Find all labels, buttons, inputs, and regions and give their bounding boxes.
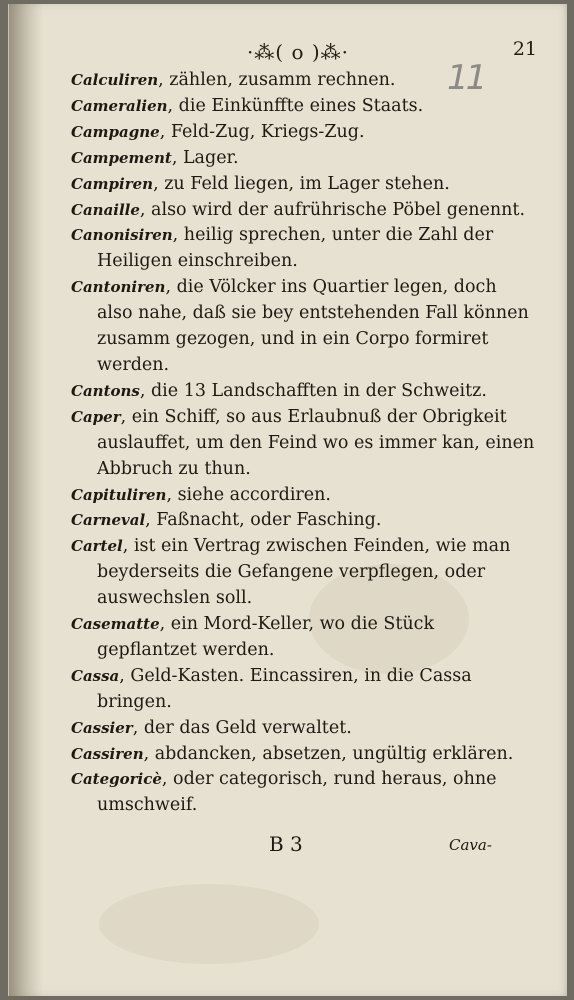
entry-definition: , Feld-Zug, Kriegs-Zug. (159, 121, 365, 142)
glossary-entry (71, 198, 537, 224)
entry-definition: , ein Mord-Keller, wo die Stück gepflantzet werden. (97, 614, 435, 660)
glossary-entry (71, 146, 537, 172)
page-number: 21 (512, 38, 537, 60)
glossary-entry (71, 612, 537, 664)
entry-lemma: Carneval (71, 511, 146, 530)
entry-lemma: Casematte (71, 615, 160, 634)
glossary-entry (71, 483, 537, 509)
glossary-entry (71, 223, 537, 275)
entry-lemma: Cartel (71, 537, 123, 556)
entry-lemma: Canaille (71, 200, 140, 219)
entry-definition: , heilig sprechen, unter die Zahl der Heiligen einschreiben. (97, 225, 494, 272)
entry-lemma: Cameralien (71, 96, 168, 115)
entry-definition: , siehe accordiren. (166, 484, 331, 505)
glossary-entry (71, 68, 537, 94)
entry-lemma: Categoricè (71, 770, 162, 789)
entry-definition: , oder categorisch, rund heraus, ohne umschweif. (97, 769, 497, 816)
glossary-entry (71, 172, 537, 198)
glossary-entry (71, 664, 537, 716)
glossary-entry (71, 120, 537, 146)
glossary-entries (71, 68, 537, 819)
pencil-annotation: 11 (447, 58, 485, 98)
entry-definition: , zählen, zusamm rechnen. (158, 70, 396, 90)
entry-lemma: Caper (71, 407, 121, 426)
glossary-entry (71, 767, 537, 819)
book-page (8, 4, 567, 996)
header-ornament: ·⁂( o )⁂· (246, 40, 350, 64)
glossary-entry (71, 405, 537, 483)
entry-lemma: Calculiren (71, 71, 159, 89)
entry-lemma: Campiren (71, 174, 154, 193)
entry-definition: , der das Geld verwaltet. (132, 717, 352, 738)
glossary-entry (71, 716, 537, 742)
entry-definition: , abdancken, absetzen, ungültig erklären. (143, 743, 514, 764)
entry-definition: , ein Schiff, so aus Erlaubnuß der Obrigkeit auslauffet, um den Feind wo es immer kan, einen Abbruch zu thun. (97, 406, 535, 479)
catchword: Cava- (449, 836, 492, 854)
page-footer (9, 832, 567, 866)
glossary-entry (71, 742, 537, 768)
glossary-entry (71, 379, 537, 405)
entry-definition: , Faßnacht, oder Fasching. (145, 510, 382, 531)
entry-definition: , ist ein Vertrag zwischen Feinden, wie man beyderseits die Gefangene verpflegen, oder auswechslen soll. (97, 536, 511, 609)
entry-definition: , Lager. (171, 147, 239, 168)
entry-lemma: Canonisiren (71, 226, 173, 245)
entry-lemma: Campagne (71, 122, 160, 141)
entry-lemma: Cassier (71, 718, 133, 737)
entry-lemma: Campement (71, 148, 172, 167)
entry-definition: , die Völcker ins Quartier legen, doch also nahe, daß sie bey entstehenden Fall können zusamm gezogen, und in ein Corpo formiret werden. (97, 277, 529, 375)
glossary-entry (71, 275, 537, 379)
signature-mark: B 3 (269, 832, 303, 856)
entry-lemma: Cassa (71, 666, 120, 685)
entry-lemma: Cantons (71, 381, 140, 400)
glossary-entry (71, 94, 537, 120)
entry-definition: , also wird der aufrührische Pöbel genennt. (139, 199, 526, 220)
entry-lemma: Capituliren (71, 485, 167, 504)
glossary-entry (71, 508, 537, 534)
entry-definition: , Geld-Kasten. Eincassiren, in die Cassa bringen. (97, 665, 472, 712)
entry-definition: , die Einkünffte eines Staats. (167, 95, 424, 116)
glossary-entry (71, 534, 537, 612)
entry-definition: , die 13 Landschafften in der Schweitz. (139, 380, 487, 401)
paper-stain (99, 884, 319, 964)
entry-lemma: Cantoniren (71, 278, 166, 297)
entry-lemma: Cassiren (71, 744, 144, 763)
entry-definition: , zu Feld liegen, im Lager stehen. (153, 173, 450, 194)
